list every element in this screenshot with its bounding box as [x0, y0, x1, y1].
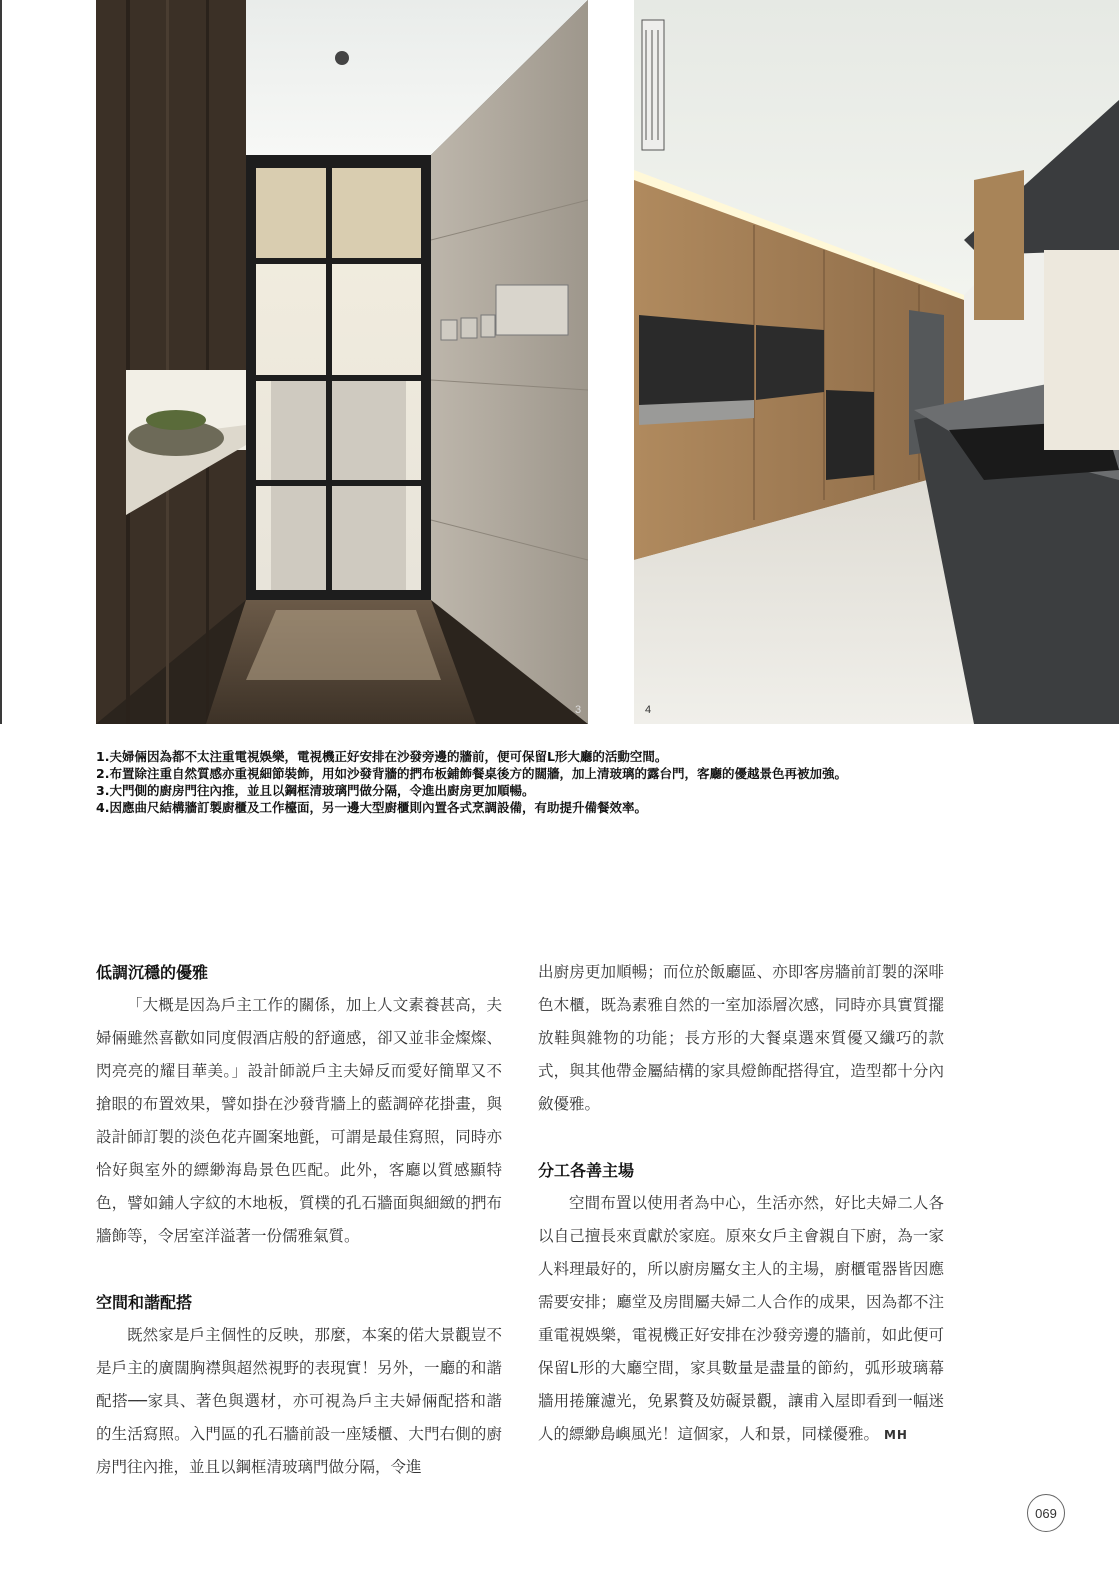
section-heading: 低調沉穩的優雅	[96, 963, 209, 982]
photo-number: 3	[575, 704, 582, 716]
photo-corridor-glass-door	[96, 0, 588, 724]
section-paragraph	[538, 1187, 944, 1452]
section-heading: 分工各善主場	[538, 1161, 635, 1180]
caption-4: 4.因應曲尺結構牆訂製廚櫃及工作檯面，另一邊大型廚櫃則內置各式烹調設備，有助提升備餐效率。	[96, 800, 647, 815]
section-paragraph: 「大概是因為戶主工作的關係，加上人文素養甚高，夫婦倆雖然喜歡如同度假酒店般的舒適感，卻又並非金燦燦、閃亮亮的耀目華美。」設計師説戶主夫婦反而愛好簡單又不搶眼的布置效果，譬如掛在沙發背牆上的藍調碎花掛畫，與設計師訂製的淡色花卉圖案地氈，可謂是最佳寫照，同時亦恰好與室外的縹緲海島景色匹配。此外，客廳以質感顯特色，譬如鋪人字紋的木地板，質樸的孔石牆面與細緻的捫布牆飾等，令居室洋溢著一份儒雅氣質。	[96, 996, 502, 1245]
section-paragraph-continued: 出廚房更加順暢；而位於飯廳區、亦即客房牆前訂製的深啡色木櫃，既為素雅自然的一室加添層次感，同時亦具實質擺放鞋與雜物的功能；長方形的大餐桌選來質優又纖巧的款式，與其他帶金屬結構的家具燈飾配搭得宜，造型都十分內斂優雅。	[538, 963, 944, 1113]
photo-captions	[96, 748, 976, 816]
photo-number: 4	[645, 704, 652, 716]
section-text: 空間布置以使用者為中心，生活亦然，好比夫婦二人各以自己擅長來貢獻於家庭。原來女戶主會親自下廚，為一家人料理最好的，所以廚房屬女主人的主場，廚櫃電器皆因應需要安排；廳堂及房間屬夫婦二人合作的成果，因為都不注重電視娛樂，電視機正好安排在沙發旁邊的牆前，如此便可保留L形的大廳空間，家具數量是盡量的節約，弧形玻璃幕牆用捲簾濾光，免累贅及妨礙景觀，讓甫入屋即看到一幅迷人的縹緲島嶼風光！這個家，人和景，同樣優雅。	[538, 1194, 944, 1443]
caption-1: 1.夫婦倆因為都不太注重電視娛樂，電視機正好安排在沙發旁邊的牆前，便可保留L形大廳的活動空間。	[96, 749, 668, 764]
signoff-logo: MH	[883, 1428, 908, 1442]
section-paragraph: 既然家是戶主個性的反映，那麼，本案的偌大景觀豈不是戶主的廣闊胸襟與超然視野的表現實！另外，一廳的和諧配搭──家具、著色與選材，亦可視為戶主夫婦倆配搭和諧的生活寫照。入門區的孔石牆前設一座矮櫃、大門右側的廚房門往內推，並且以鋼框清玻璃門做分隔，令進	[96, 1326, 502, 1476]
article-column-left	[96, 956, 502, 1484]
caption-3: 3.大門側的廚房門往內推，並且以鋼框清玻璃門做分隔，令進出廚房更加順暢。	[96, 783, 535, 798]
adjacent-page-edge	[0, 0, 2, 724]
photo-kitchen-cabinets	[634, 0, 1119, 724]
article-column-right	[538, 956, 944, 1452]
section-heading: 空間和諧配搭	[96, 1293, 193, 1312]
caption-2: 2.布置除注重自然質感亦重視細節裝飾，用如沙發背牆的捫布板鋪飾餐桌後方的闊牆，加上清玻璃的露台門，客廳的優越景色再被加強。	[96, 766, 847, 781]
page-number: 069	[1027, 1494, 1065, 1532]
